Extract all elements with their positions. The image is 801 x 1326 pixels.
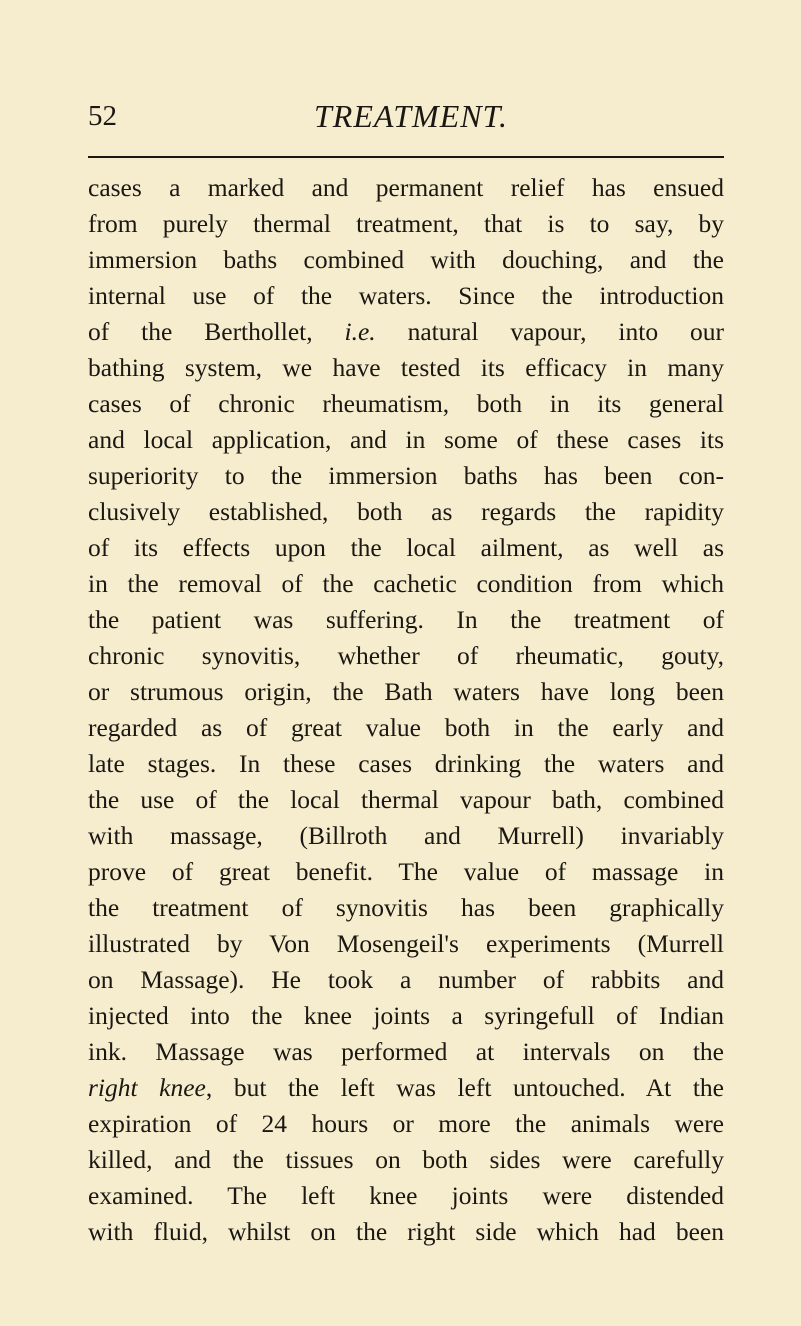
text-segment: prove of great benefit. The value of massage in	[88, 857, 724, 886]
body-text	[88, 170, 724, 1250]
text-line	[88, 1142, 724, 1178]
text-segment: regarded as of great value both in the early and	[88, 713, 724, 742]
text-line	[88, 1178, 724, 1214]
text-segment: examined. The left knee joints were distended	[88, 1181, 724, 1210]
text-line	[88, 602, 724, 638]
text-line	[88, 566, 724, 602]
text-segment: of the Berthollet,	[88, 317, 345, 346]
text-segment: in the removal of the cachetic condition from which	[88, 569, 724, 598]
text-line	[88, 458, 724, 494]
text-segment: , but the left was left untouched. At the	[205, 1073, 724, 1102]
text-line	[88, 998, 724, 1034]
header-rule	[88, 156, 724, 158]
text-line	[88, 1070, 724, 1106]
text-segment: ink. Massage was performed at intervals on the	[88, 1037, 724, 1066]
text-line	[88, 926, 724, 962]
text-line	[88, 206, 724, 242]
text-line	[88, 1214, 724, 1250]
text-segment: of its effects upon the local ailment, as well as	[88, 533, 724, 562]
text-segment: bathing system, we have tested its efficacy in many	[88, 353, 724, 382]
text-segment: natural vapour, into our	[375, 317, 725, 346]
text-segment: expiration of 24 hours or more the animals were	[88, 1109, 724, 1138]
text-segment: internal use of the waters. Since the introduction	[88, 281, 724, 310]
text-line	[88, 350, 724, 386]
text-line	[88, 422, 724, 458]
text-line	[88, 674, 724, 710]
text-line	[88, 386, 724, 422]
text-line	[88, 710, 724, 746]
text-line	[88, 746, 724, 782]
page-number: 52	[88, 100, 117, 132]
text-line	[88, 1106, 724, 1142]
text-segment: the patient was suffering. In the treatment of	[88, 605, 724, 634]
text-line	[88, 314, 724, 350]
text-line	[88, 278, 724, 314]
text-segment: killed, and the tissues on both sides were carefully	[88, 1145, 724, 1174]
text-line	[88, 962, 724, 998]
text-segment: superiority to the immersion baths has been con-	[88, 461, 724, 490]
text-line	[88, 1034, 724, 1070]
text-segment: with massage, (Billroth and Murrell) invariably	[88, 821, 724, 850]
text-segment: the use of the local thermal vapour bath, combined	[88, 785, 724, 814]
text-line	[88, 782, 724, 818]
italic-text: i.e.	[344, 317, 376, 346]
text-line	[88, 242, 724, 278]
text-line	[88, 494, 724, 530]
text-line	[88, 854, 724, 890]
text-segment: immersion baths combined with douching, and the	[88, 245, 724, 274]
text-segment: or strumous origin, the Bath waters have long been	[88, 677, 724, 706]
text-line	[88, 170, 724, 206]
text-line	[88, 638, 724, 674]
running-head: TREATMENT.	[314, 98, 509, 134]
text-line	[88, 530, 724, 566]
text-segment: with fluid, whilst on the right side which had been	[88, 1217, 724, 1246]
text-segment: illustrated by Von Mosengeil's experiments (Murrell	[88, 929, 724, 958]
text-segment: clusively established, both as regards the rapidity	[88, 497, 724, 526]
text-line	[88, 818, 724, 854]
text-segment: cases a marked and permanent relief has ensued	[88, 173, 724, 202]
text-line	[88, 890, 724, 926]
text-segment: the treatment of synovitis has been graphically	[88, 893, 724, 922]
text-segment: cases of chronic rheumatism, both in its general	[88, 389, 724, 418]
text-segment: and local application, and in some of these cases its	[88, 425, 724, 454]
italic-text: right knee	[88, 1073, 206, 1102]
text-segment: on Massage). He took a number of rabbits and	[88, 965, 724, 994]
text-segment: chronic synovitis, whether of rheumatic, gouty,	[88, 641, 724, 670]
text-segment: from purely thermal treatment, that is to say, by	[88, 209, 724, 238]
text-segment: late stages. In these cases drinking the waters and	[88, 749, 724, 778]
page-header	[88, 96, 724, 136]
text-segment: injected into the knee joints a syringefull of Indian	[88, 1001, 724, 1030]
